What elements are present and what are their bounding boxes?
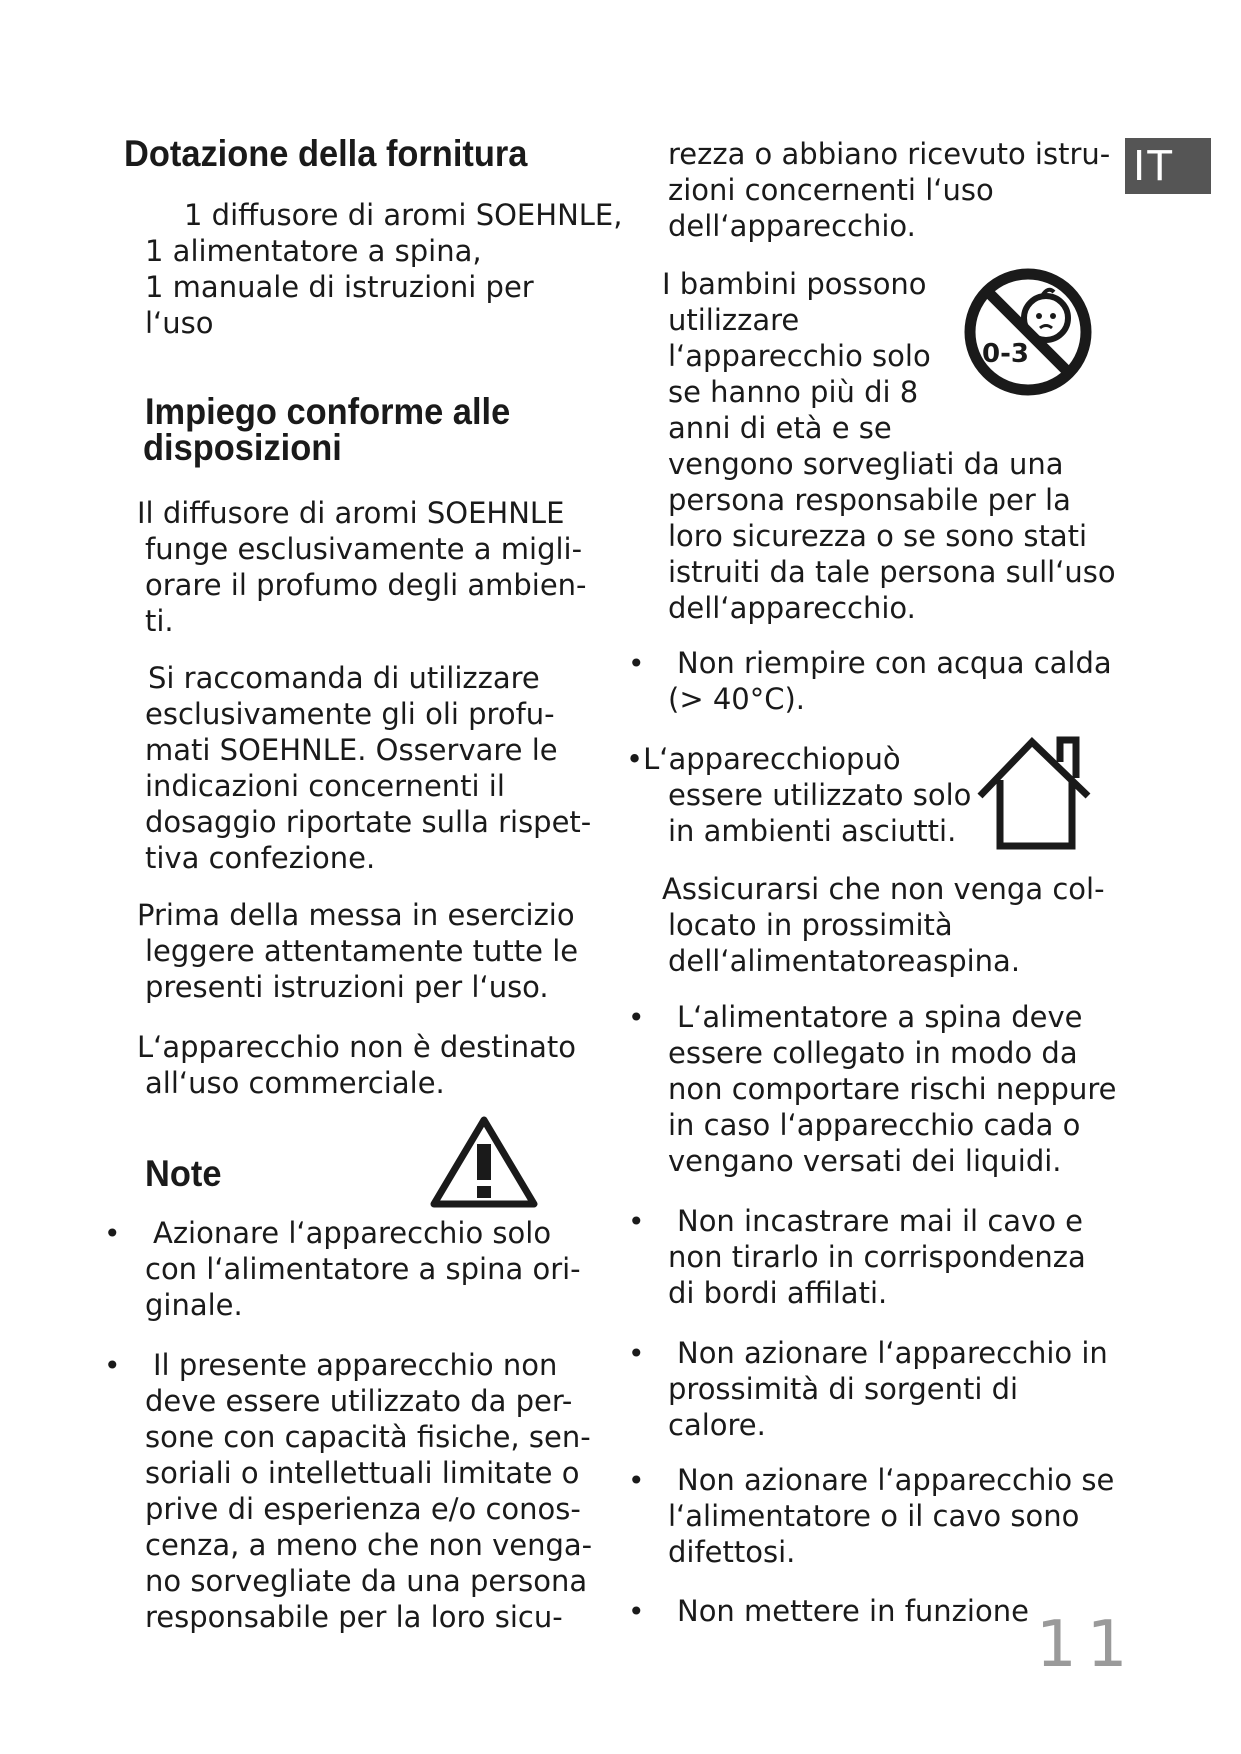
text-line: locato in prossimità bbox=[668, 908, 953, 942]
text-line: all‘uso commerciale. bbox=[145, 1066, 445, 1100]
text-line: prossimità di sorgenti di bbox=[668, 1372, 1019, 1406]
text-line: Non azionare l‘apparecchio in bbox=[677, 1336, 1108, 1370]
bullet-marker: • bbox=[628, 647, 645, 680]
age-label: 0-3 bbox=[982, 339, 1029, 369]
text-line: Il diffusore di aromi SOEHNLE bbox=[137, 496, 565, 530]
text-line: L‘alimentatore a spina deve bbox=[677, 1000, 1083, 1034]
bullet-marker: • bbox=[628, 1337, 645, 1370]
text-line: calore. bbox=[668, 1408, 766, 1442]
text-line: vengano versati dei liquidi. bbox=[668, 1144, 1062, 1178]
text-line: di bordi affilati. bbox=[668, 1276, 888, 1310]
text-line: loro sicurezza o se sono stati bbox=[668, 519, 1088, 553]
text-line: difettosi. bbox=[668, 1535, 796, 1569]
age-restriction-icon bbox=[962, 266, 1094, 398]
text-line: no sorvegliate da una persona bbox=[145, 1564, 588, 1598]
text-line: presenti istruzioni per l‘uso. bbox=[145, 970, 549, 1004]
bullet-marker: • bbox=[628, 1205, 645, 1238]
text-line: l‘alimentatore o il cavo sono bbox=[668, 1499, 1080, 1533]
bullet-marker: • bbox=[104, 1349, 121, 1382]
text-line: indicazioni concernenti il bbox=[145, 769, 505, 803]
text-line: Assicurarsi che non venga col- bbox=[662, 872, 1105, 906]
indoor-use-icon bbox=[972, 732, 1098, 850]
text-line: dell‘alimentatoreaspina. bbox=[668, 944, 1021, 978]
text-line: Prima della messa in esercizio bbox=[137, 898, 575, 932]
text-line: mati SOEHNLE. Osservare le bbox=[145, 733, 558, 767]
page-number: 11 bbox=[1036, 1608, 1138, 1682]
bullet-marker: • bbox=[628, 1001, 645, 1034]
text-line: non tirarlo in corrispondenza bbox=[668, 1240, 1086, 1274]
warning-icon bbox=[428, 1114, 540, 1210]
supply-line: 1 diffusore di aromi SOEHNLE, bbox=[184, 198, 623, 232]
text-line: responsabile per la loro sicu- bbox=[145, 1600, 563, 1634]
text-line: Si raccomanda di utilizzare bbox=[148, 661, 540, 695]
text-line: sone con capacità fisiche, sen- bbox=[145, 1420, 591, 1454]
text-line: Azionare l‘apparecchio solo bbox=[153, 1216, 552, 1250]
text-line: ti. bbox=[145, 604, 174, 638]
text-line: L‘apparecchio non è destinato bbox=[137, 1030, 576, 1064]
text-line: prive di esperienza e/o conos- bbox=[145, 1492, 581, 1526]
text-line: dosaggio riportate sulla rispet- bbox=[145, 805, 592, 839]
text-line: in ambienti asciutti. bbox=[668, 814, 957, 848]
text-line: zioni concernenti l‘uso bbox=[668, 173, 994, 207]
language-tab: IT bbox=[1125, 138, 1211, 194]
text-line: dell‘apparecchio. bbox=[668, 591, 916, 625]
text-line: soriali o intellettuali limitate o bbox=[145, 1456, 580, 1490]
text-line: anni di età e se bbox=[668, 411, 892, 445]
text-line: orare il profumo degli ambien- bbox=[145, 568, 587, 602]
heading-intended-use: Impiego conforme alle bbox=[145, 391, 511, 432]
text-line: utilizzare bbox=[668, 303, 800, 337]
supply-line: l‘uso bbox=[145, 306, 214, 340]
text-line: rezza o abbiano ricevuto istru- bbox=[668, 137, 1111, 171]
text-line: (> 40°C). bbox=[668, 682, 806, 716]
text-line: vengono sorvegliati da una bbox=[668, 447, 1064, 481]
text-line: in caso l‘apparecchio cada o bbox=[668, 1108, 1081, 1142]
text-line: dell‘apparecchio. bbox=[668, 209, 916, 243]
supply-line: 1 manuale di istruzioni per bbox=[145, 270, 534, 304]
text-line: Non mettere in funzione bbox=[677, 1594, 1029, 1628]
text-line: Non incastrare mai il cavo e bbox=[677, 1204, 1084, 1238]
text-line: tiva confezione. bbox=[145, 841, 376, 875]
heading-intended-use: disposizioni bbox=[143, 427, 342, 468]
bullet-marker: • bbox=[628, 1595, 645, 1628]
heading-supply: Dotazione della fornitura bbox=[124, 133, 528, 174]
text-line: I bambini possono bbox=[662, 267, 927, 301]
bullet-marker: • bbox=[104, 1217, 121, 1250]
text-line: Non azionare l‘apparecchio se bbox=[677, 1463, 1115, 1497]
text-line: leggere attentamente tutte le bbox=[145, 934, 579, 968]
text-line: essere utilizzato solo bbox=[668, 778, 972, 812]
text-line: esclusivamente gli oli profu- bbox=[145, 697, 555, 731]
supply-line: 1 alimentatore a spina, bbox=[145, 234, 482, 268]
text-line: istruiti da tale persona sull‘uso bbox=[668, 555, 1116, 589]
text-line: non comportare rischi neppure bbox=[668, 1072, 1117, 1106]
text-line: Il presente apparecchio non bbox=[153, 1348, 558, 1382]
bullet-marker: • bbox=[628, 1464, 645, 1497]
text-line: funge esclusivamente a migli- bbox=[145, 532, 583, 566]
text-line: se hanno più di 8 bbox=[668, 375, 919, 409]
text-line: cenza, a meno che non venga- bbox=[145, 1528, 593, 1562]
text-line: con l‘alimentatore a spina ori- bbox=[145, 1252, 581, 1286]
text-line: ginale. bbox=[145, 1288, 243, 1322]
heading-note: Note bbox=[145, 1153, 222, 1194]
text-line: Non riempire con acqua calda bbox=[677, 646, 1112, 680]
text-line: •L‘apparecchiopuò bbox=[626, 742, 901, 776]
text-line: deve essere utilizzato da per- bbox=[145, 1384, 573, 1418]
text-line: essere collegato in modo da bbox=[668, 1036, 1078, 1070]
text-line: persona responsabile per la bbox=[668, 483, 1071, 517]
text-line: l‘apparecchio solo bbox=[668, 339, 931, 373]
